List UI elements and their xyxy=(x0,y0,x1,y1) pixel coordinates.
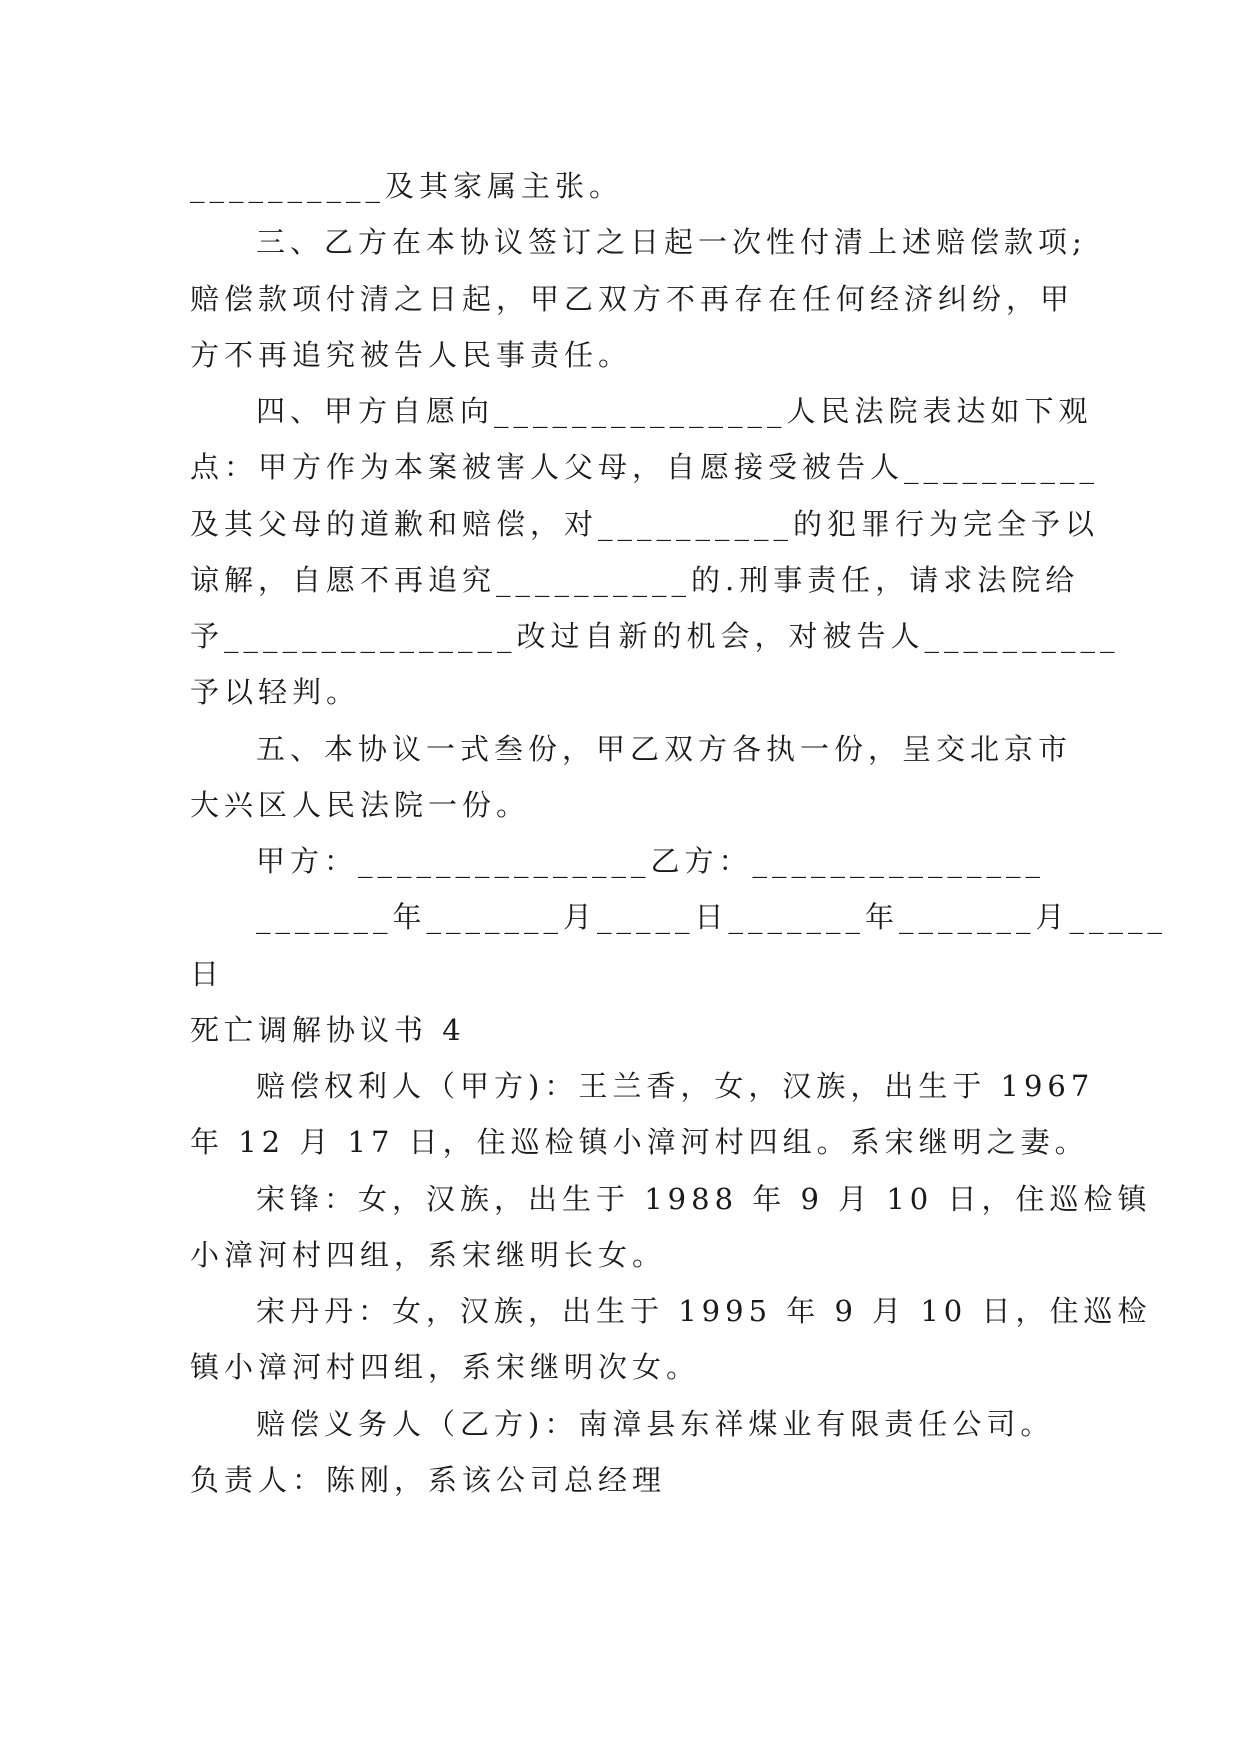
clause-four-line-4: 谅解，自愿不再追究__________的.刑事责任，请求法院给 xyxy=(190,563,1080,597)
clause-five-line-2: 大兴区人民法院一份。 xyxy=(190,788,531,822)
clause-four-line-3: 及其父母的道歉和赔偿，对__________的犯罪行为完全予以 xyxy=(190,507,1100,541)
party-a-line-2: 年 12 月 17 日，住巡检镇小漳河村四组。系宋继明之妻。 xyxy=(190,1125,1089,1159)
date-line-end: 日 xyxy=(190,957,225,991)
clause-three-line-1: 三、乙方在本协议签订之日起一次性付清上述赔偿款项; xyxy=(256,225,1087,259)
responsible-person-line: 负责人：陈刚，系该公司总经理 xyxy=(190,1463,667,1497)
song-feng-line-1: 宋锋：女，汉族，出生于 1988 年 9 月 10 日，住巡检镇 xyxy=(256,1182,1152,1216)
song-feng-line-2: 小漳河村四组，系宋继明长女。 xyxy=(190,1238,667,1272)
clause-four-line-1: 四、甲方自愿向_______________人民法院表达如下观 xyxy=(256,394,1093,428)
clause-three-line-2: 赔偿款项付清之日起，甲乙双方不再存在任何经济纠纷，甲 xyxy=(190,282,1075,316)
clause-four-line-5: 予_______________改过自新的机会，对被告人__________ xyxy=(190,619,1120,653)
clause-three-line-3: 方不再追究被告人民事责任。 xyxy=(190,338,633,372)
date-line: _______年_______月_____日_______年_______月_____ xyxy=(256,900,1168,934)
clause-five-line-1: 五、本协议一式叁份，甲乙双方各执一份，呈交北京市 xyxy=(256,732,1073,766)
signature-line: 甲方：_______________乙方：_______________ xyxy=(256,844,1046,878)
section-title: 死亡调解协议书 4 xyxy=(190,1013,466,1047)
party-b-line: 赔偿义务人（乙方)：南漳县东祥煤业有限责任公司。 xyxy=(256,1407,1055,1441)
clause-four-line-2: 点：甲方作为本案被害人父母，自愿接受被告人__________ xyxy=(190,450,1100,484)
song-dandan-line-1: 宋丹丹：女，汉族，出生于 1995 年 9 月 10 日，住巡检 xyxy=(256,1294,1152,1328)
party-a-line-1: 赔偿权利人（甲方)：王兰香，女，汉族，出生于 1967 xyxy=(256,1069,1095,1103)
song-dandan-line-2: 镇小漳河村四组，系宋继明次女。 xyxy=(190,1350,701,1384)
clause-four-line-6: 予以轻判。 xyxy=(190,675,361,709)
text-line: __________及其家属主张。 xyxy=(190,169,624,203)
